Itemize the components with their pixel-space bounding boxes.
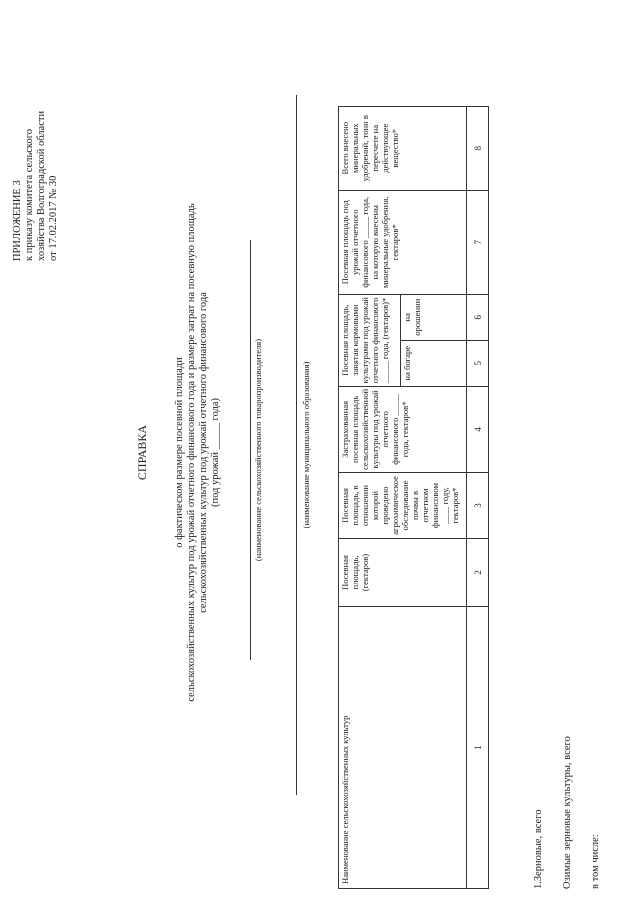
crop-area-table xyxy=(338,106,489,889)
producer-underline xyxy=(250,240,251,660)
header-area: Посевная площадь, (гектаров) xyxy=(339,539,467,607)
municipality-caption: (наименование муниципального образования) xyxy=(301,361,311,529)
subtitle-line-1: о фактическом размере посевной площади xyxy=(174,357,185,548)
document-title: СПРАВКА xyxy=(135,424,149,481)
subtitle-line-2: сельскохозяйственных культур под урожай отчетного финансового года и размере затрат на посевную площадь xyxy=(186,203,197,702)
header-agrochem: Посевная площадь, в отношении которой проведено агрохимическое обследование почвы в отчетном финансовом ____ году, гектаров* xyxy=(339,473,467,539)
header-forage-irrigated: на орошении xyxy=(401,294,467,340)
header-insured: Застрахованная посевная площадь сельскохозяйственной культуры под урожай отчетного финансового _____ года, гектаров* xyxy=(339,386,467,472)
col-number-5: 5 xyxy=(467,340,489,386)
appendix-line-1: ПРИЛОЖЕНИЕ 3 xyxy=(12,180,23,261)
header-crop: Наименование сельскохозяйственных культур xyxy=(339,607,467,889)
col-number-6: 6 xyxy=(467,294,489,340)
col-number-8: 8 xyxy=(467,106,489,190)
appendix-line-3: хозяйства Волгоградской области xyxy=(36,110,47,261)
col-number-1: 1 xyxy=(467,607,489,889)
col-number-2: 2 xyxy=(467,539,489,607)
header-forage-dry: на богаре xyxy=(401,340,467,386)
col-number-3: 3 xyxy=(467,473,489,539)
row-label-including: в том числе: xyxy=(590,834,601,889)
municipality-underline xyxy=(296,95,297,795)
subtitle-line-4: (под урожай _____ года) xyxy=(210,397,221,508)
appendix-line-4: от 17.02.2017 № 30 xyxy=(48,175,59,261)
col-number-7: 7 xyxy=(467,190,489,294)
subtitle-line-3: сельскохозяйственных культур под урожай отчетного финансового года xyxy=(198,292,209,613)
appendix-line-2: к приказу комитета сельского xyxy=(24,128,35,261)
row-label-winter: Озимые зерновые культуры, всего xyxy=(562,736,573,889)
header-fertilized: Посевная площадь под урожай отчетного финансового _____ года, на которую внесены минеральные удобрения, гектаров* xyxy=(339,190,467,294)
producer-caption: (наименование сельскохозяйственного товаропроизводителя) xyxy=(253,338,263,562)
row-label-grain: 1.Зерновые, всего xyxy=(533,809,544,889)
header-forage: Посевная площадь, занятая кормовыми культурами под урожай отчетного финансового _____ года, (гектаров)* xyxy=(339,294,401,386)
col-number-4: 4 xyxy=(467,386,489,472)
header-fertilizer-total: Всего внесено минеральных удобрений, тонн в пересчете на действующее вещество* xyxy=(339,106,467,190)
